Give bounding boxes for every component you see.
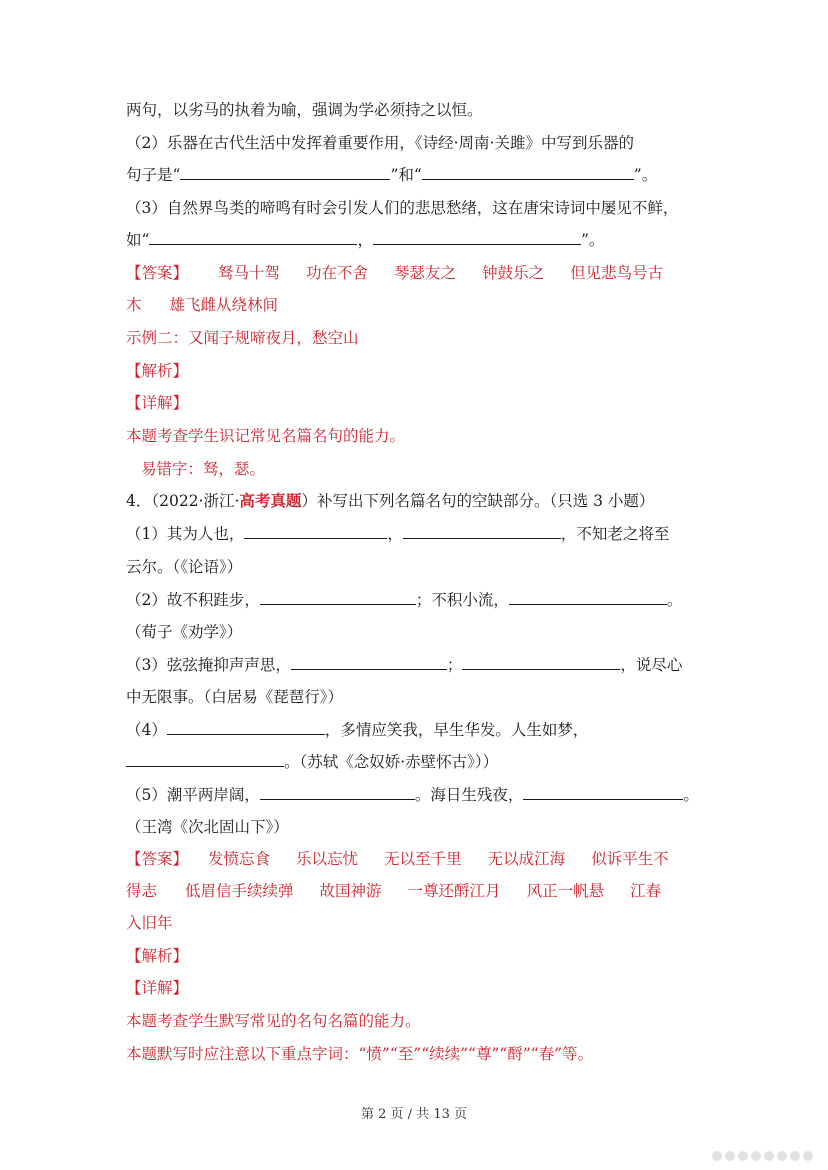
question-4-3-cont: 中无限事。（白居易《琵琶行》） bbox=[126, 688, 344, 706]
answer-item: 低眉信手续续弹 bbox=[185, 882, 294, 900]
answer-example: 示例二：又闻子规啼夜月，愁空山 bbox=[126, 329, 359, 347]
text-fragment: （4） bbox=[126, 721, 167, 739]
text-fragment: ”。 bbox=[633, 166, 658, 184]
question-4-4 bbox=[126, 720, 588, 740]
question-4-title bbox=[126, 491, 654, 511]
text-fragment: 。 bbox=[683, 786, 699, 804]
watermark-logo bbox=[712, 1148, 820, 1164]
question-number: 4．（2022·浙江· bbox=[126, 492, 240, 510]
text-fragment: （2）故不积跬步， bbox=[126, 591, 260, 609]
text-fragment: ，说尽心 bbox=[620, 656, 683, 674]
answer-item: 木 bbox=[126, 296, 142, 314]
answer-item: 发愤忘食 bbox=[208, 850, 271, 868]
page-footer: 第 2 页 / 共 13 页 bbox=[361, 1107, 467, 1122]
answer-row bbox=[126, 881, 661, 901]
text-fragment: ；不积小流， bbox=[415, 591, 509, 609]
answer-item: 琴瑟友之 bbox=[394, 264, 457, 282]
answer-item: 一尊还酹江月 bbox=[407, 882, 501, 900]
answer-row bbox=[126, 263, 663, 283]
fill-blank bbox=[260, 590, 416, 605]
fill-blank bbox=[126, 752, 284, 767]
fill-blank bbox=[422, 165, 634, 180]
text-line: 两句，以劣马的执着为喻，强调为学必须持之以恒。 bbox=[126, 101, 483, 119]
source-highlight: 高考真题 bbox=[239, 491, 302, 510]
question-4-1-cont: 云尔。（《论语》） bbox=[126, 558, 243, 576]
text-fragment: （5）潮平两岸阔， bbox=[126, 786, 260, 804]
answer-item: 江春 bbox=[630, 882, 662, 900]
answer-tag: 【答案】 bbox=[126, 264, 189, 282]
text-fragment: ”和“ bbox=[390, 166, 422, 184]
typo-note: 易错字：驽，瑟。 bbox=[141, 460, 266, 478]
fill-blank bbox=[291, 655, 447, 670]
text-fragment: 。（苏轼《念奴娇·赤壁怀古》）） bbox=[284, 753, 499, 771]
text-fragment: ； bbox=[446, 656, 463, 674]
text-fragment: ，多情应笑我，早生华发。人生如梦， bbox=[324, 721, 589, 739]
answer-item: 驽马十驾 bbox=[218, 264, 281, 282]
text-fragment: ”。 bbox=[580, 231, 605, 249]
fill-blank bbox=[244, 524, 387, 539]
fill-blank bbox=[180, 165, 390, 180]
text-fragment: （3）弦弦掩抑声声思， bbox=[126, 656, 291, 674]
answer-item: 乐以忘忧 bbox=[296, 850, 359, 868]
answer-item: 但见悲鸟号古 bbox=[570, 264, 664, 282]
answer-item: 钟鼓乐之 bbox=[482, 264, 545, 282]
question-3-2-cont bbox=[126, 165, 657, 185]
fill-blank bbox=[167, 720, 325, 735]
text-fragment: ， bbox=[357, 231, 373, 249]
question-4-1 bbox=[126, 524, 669, 544]
question-4-4-cont bbox=[126, 752, 498, 772]
fill-blank bbox=[260, 785, 415, 800]
detail-text: 本题考查学生识记常见名篇名句的能力。 bbox=[126, 427, 406, 445]
question-4-3 bbox=[126, 655, 682, 675]
question-3-3: （3）自然界鸟类的啼鸣有时会引发人们的悲思愁绪，这在唐宋诗词中屡见不鲜， bbox=[126, 199, 679, 217]
question-3-3-cont bbox=[126, 230, 604, 250]
fill-blank bbox=[509, 590, 667, 605]
answer-tag: 【答案】 bbox=[126, 850, 189, 868]
question-4-5-cont: （王湾《次北固山下》） bbox=[126, 818, 289, 836]
detail-tag: 【详解】 bbox=[126, 979, 189, 997]
answer-item: 无以成江海 bbox=[487, 850, 566, 868]
text-fragment: ， bbox=[387, 525, 403, 543]
detail-tag: 【详解】 bbox=[126, 394, 189, 412]
answer-item: 故国神游 bbox=[319, 882, 382, 900]
detail-text: 本题考查学生默写常见的名句名篇的能力。 bbox=[126, 1012, 421, 1030]
question-4-2 bbox=[126, 590, 682, 610]
text-fragment: 句子是“ bbox=[126, 166, 181, 184]
analysis-tag: 【解析】 bbox=[126, 947, 189, 965]
text-fragment: 如“ bbox=[126, 231, 150, 249]
answer-item: 雄飞雌从绕林间 bbox=[169, 296, 279, 314]
question-4-2-cont: （荀子《劝学》） bbox=[126, 623, 243, 641]
fill-blank bbox=[149, 230, 357, 245]
fill-blank bbox=[403, 524, 561, 539]
fill-blank bbox=[523, 785, 683, 800]
answer-item: 无以至千里 bbox=[384, 850, 462, 868]
detail-text: 本题默写时应注意以下重点字词：“愤”“至”“续续”“尊”“酹”“春”等。 bbox=[126, 1045, 594, 1063]
answer-row bbox=[126, 295, 278, 315]
fill-blank bbox=[462, 655, 620, 670]
analysis-tag: 【解析】 bbox=[126, 362, 189, 380]
question-text: ）补写出下列名篇名句的空缺部分。（只选 3 小题） bbox=[301, 492, 655, 510]
answer-item: 风正一帆悬 bbox=[526, 882, 605, 900]
answer-item: 功在不舍 bbox=[306, 264, 369, 282]
answer-row bbox=[126, 849, 669, 869]
text-fragment: 。海日生残夜， bbox=[414, 786, 524, 804]
question-4-5 bbox=[126, 785, 699, 805]
text-fragment: ，不知老之将至 bbox=[560, 525, 670, 543]
text-fragment: （1）其为人也， bbox=[126, 525, 245, 543]
fill-blank bbox=[373, 230, 581, 245]
question-3-2: （2）乐器在古代生活中发挥着重要作用，《诗经·周南·关雎》中写到乐器的 bbox=[126, 134, 634, 152]
answer-item: 得志 bbox=[126, 882, 158, 900]
answer-row: 入旧年 bbox=[126, 914, 173, 932]
answer-item: 似诉平生不 bbox=[591, 850, 669, 868]
text-fragment: 。 bbox=[666, 591, 683, 609]
